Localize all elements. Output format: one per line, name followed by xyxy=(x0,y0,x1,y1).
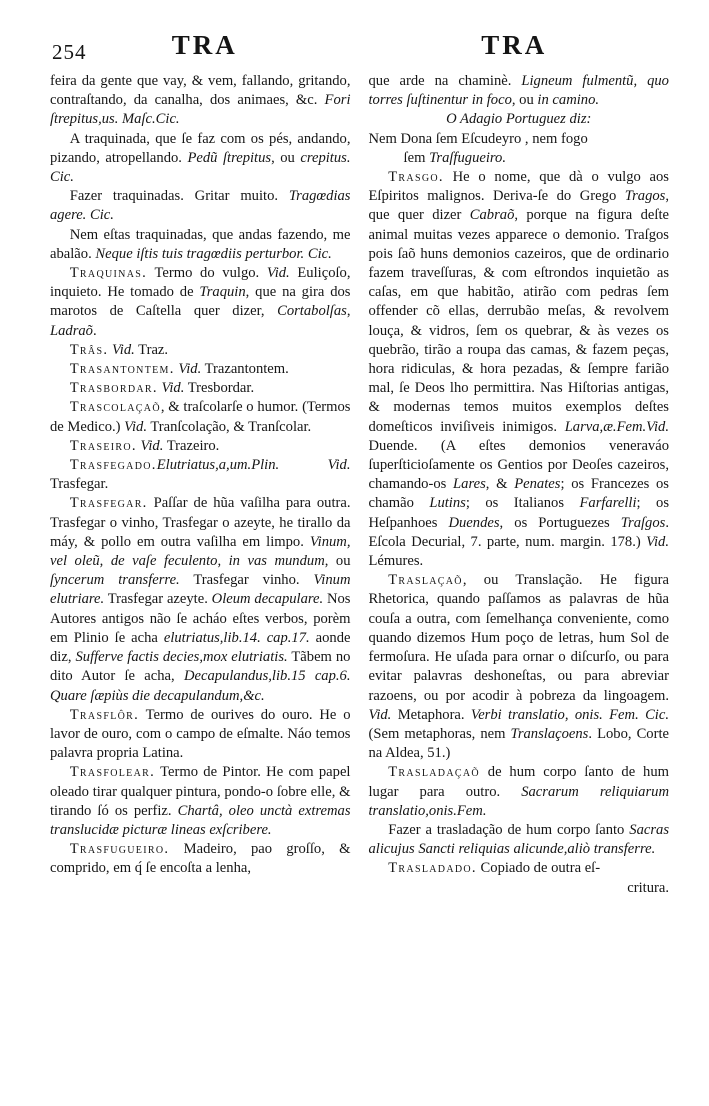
text-run: Traz. xyxy=(134,341,169,358)
text-run: Ladraõ xyxy=(50,322,93,339)
text-run: Penates xyxy=(514,476,561,493)
text-run: Decapulandus,lib.15 cap.6. Quare ſæpiùs die decapulandum,&c. xyxy=(50,668,351,704)
entry-tras xyxy=(50,341,351,360)
text-run: , que na gira dos marotos de Caſtella quer dizer, xyxy=(50,284,351,320)
text-run: Trasgo. xyxy=(388,169,444,186)
text-run: He o nome, que dà o vulgo aos Eſpiritos malignos. Deriva-ſe do Grego xyxy=(368,169,669,205)
text-run: Trasfolear. xyxy=(69,764,156,781)
adagio-verse-line-2 xyxy=(369,149,670,168)
text-run: , ou xyxy=(324,553,351,570)
text-run: Trascolaçaõ xyxy=(69,399,161,416)
text-run: Elutriatus,a,um.Plin. xyxy=(156,457,280,474)
text-run: Sacras alicujus Sancti reliquias alicunde,aliò transferre. xyxy=(368,821,669,858)
text-run: ; os Heſpanhoes xyxy=(368,495,669,531)
text-run: Nem Dona ſem Eſcudeyro , nem fogo xyxy=(368,130,588,147)
text-run: Lares xyxy=(453,476,486,493)
text-run: ; os Italianos xyxy=(465,495,580,512)
text-run: . Eſcola Decurial, 7. parte, num. margin. 178.) xyxy=(368,514,669,550)
entry-fazer-trasladacao xyxy=(369,821,670,859)
text-run: Lutins xyxy=(429,495,466,512)
text-run: Sacrarum reliquiarum translatio,onis.Fem. xyxy=(368,783,669,819)
text-run: Euliçoſo, inquieto. He tomado de xyxy=(50,265,351,301)
text-run: Trazeiro. xyxy=(163,437,220,454)
text-run: Duende. (A eſtes demonios veneraváo ſuperſticioſamente os Gentios por Deoſes cazeiros, chamando-os xyxy=(368,437,669,493)
text-run: Vid. xyxy=(124,418,148,435)
text-run: feira da gente que vay, & vem, fallando, gritando, contraſtando, da canalha, dos animaes, &c. xyxy=(50,73,351,109)
entry-trasladado xyxy=(369,859,670,878)
entry-trasfolear xyxy=(50,763,351,840)
text-run: Neque iſtis tuis tragœdiis perturbor. Cic. xyxy=(95,245,332,262)
text-run: ſem xyxy=(403,149,430,166)
text-run: Sufferve factis decies,mox elutriatis. xyxy=(75,649,288,666)
text-run: Vid. xyxy=(266,265,290,282)
text-run: Trâs. xyxy=(69,341,109,358)
text-run: Trasantontem. xyxy=(69,361,175,378)
text-run: Traquin xyxy=(199,284,246,301)
text-run: Fazer traquinadas. Gritar muito. xyxy=(69,188,289,205)
entry-trasladacao xyxy=(369,763,670,821)
text-run: in camino. xyxy=(537,92,600,109)
text-run: A traquinada, que ſe faz com os pés, andando, pizando, atropellando. xyxy=(50,130,351,166)
text-run: critura. xyxy=(627,879,669,896)
entry-nem-estas-traquinadas xyxy=(50,226,351,264)
text-run: Vinum elutriare. xyxy=(50,572,351,608)
text-run: Lémures. xyxy=(368,553,424,570)
entry-trasfugueiro-cont xyxy=(369,72,670,110)
text-run: , ou xyxy=(511,92,538,109)
catchword xyxy=(369,879,670,898)
text-run: de hum corpo ſanto de hum lugar para outro. xyxy=(368,764,669,800)
text-run: Duendes xyxy=(448,514,500,531)
text-run: Vid. xyxy=(161,380,185,397)
text-run: aonde diz, xyxy=(50,629,351,666)
text-run: Trasladaçaõ xyxy=(388,764,480,781)
text-run: Termo do vulgo. xyxy=(147,265,267,282)
text-run: , que quer dizer xyxy=(368,188,669,224)
text-run: , & traſcolarſe o humor. (Termos de Medico.) xyxy=(50,399,351,435)
text-run: Trasfegar. xyxy=(50,476,109,493)
text-run: Vinum, vel oleũ, de vaſe feculento, in vas mundum xyxy=(50,533,351,570)
entry-trasbordar xyxy=(50,379,351,398)
text-run: que arde na chaminè. xyxy=(368,73,522,89)
text-run: Chartâ, oleo unctà extremas translucidæ picturæ lineas exſcribere. xyxy=(50,802,351,838)
text-run: Ligneum fulmentũ, quo torres ſuſtinentur in foco xyxy=(368,73,669,109)
entry-trasflor xyxy=(50,706,351,764)
text-run: Nem eſtas traquinadas, que andas fazendo, me abalão. xyxy=(50,226,351,262)
entry-fazer-traquinadas xyxy=(50,187,351,225)
text-run: Farfarelli xyxy=(579,495,637,512)
text-run: Madeiro, pao groſſo, & comprido, em q́ ſe encoſta a lenha, xyxy=(50,841,351,877)
text-run: , ou Translação. He figura Rhetorica, quando paſſamos as palavras de hũa couſa a outra, com ſemelhança conveniente, como quando dizemos Hum poço de letras, hum Sol de fermoſura. He uſada para ornar o diſcurſo, ou para evitar palavras deshoneſtas, ou para abreviar razoens, ou por acodir à pobreza da lingoagem. xyxy=(368,572,669,704)
text-run: Larva,æ.Fem.Vid. xyxy=(564,418,669,435)
text-run: Trasfugueiro. xyxy=(69,841,170,858)
text-run: Trazantontem. xyxy=(201,361,289,378)
text-run: Paſſar de hũa vaſilha para outra. Trasfegar o vinho, Trasfegar o azeyte, he tirallo da máy, & pollo em outra vaſilha em limpo. xyxy=(50,495,351,550)
text-run: Cortabolſas xyxy=(277,303,347,320)
text-run: Pedũ ſtrepitus xyxy=(187,149,272,166)
entry-trasgo xyxy=(369,168,670,571)
text-run: , porque na figura deſte animal muitas vezes apparece o demonio. Traſgos pois ſaõ huns demonios cazeiros, que de ordinario fazem traveſſuras, & com eſtrondos inquietão as caſas, em que habitão, atirão com pedras ſem offender cõ ellas, derrubão meſas, & revolvem louça, & vidros, ſem os quebrar, & às vezes os quebrão, tirão a roupa das camas, & fazem peças, hora ridiculas, & hora pezadas, & ſempre farião mal, ſe Deos lho permittira. Nas Hiſtorias antigas, & modernas temos muitos exemplos deſtes domeſticos inviſiveis inimigos. xyxy=(368,207,669,435)
text-run: Tragœdias agere. Cic. xyxy=(50,188,351,224)
page-header xyxy=(50,30,669,70)
text-run: Fazer a trasladação de hum corpo ſanto xyxy=(388,821,630,838)
entry-traquinada-cont xyxy=(50,72,351,130)
text-columns xyxy=(50,72,669,898)
text-run: . Lobo, Corte na Aldea, 51.) xyxy=(368,725,669,762)
text-run: Vid. xyxy=(368,706,392,723)
entry-trasfegar xyxy=(50,494,351,705)
text-run: , & xyxy=(485,476,515,493)
entry-traquinada-pes xyxy=(50,130,351,188)
text-run: Traſgos xyxy=(620,514,666,531)
running-title-left: TRA xyxy=(171,30,238,60)
text-run: Fori ſtrepitus,us. Maſc.Cic. xyxy=(50,92,351,128)
text-run: Trasflôr. xyxy=(69,706,140,723)
page-number: 254 xyxy=(52,40,87,64)
text-run: (Sem metaphoras, nem xyxy=(368,725,511,742)
entry-traseiro xyxy=(50,437,351,456)
text-run: elutriatus,lib.14. cap.17. xyxy=(163,629,310,646)
running-title-right: TRA xyxy=(481,30,548,60)
text-run: Metaphora. xyxy=(391,706,471,723)
text-run: Verbi translatio, onis. Fem. Cic. xyxy=(470,706,669,723)
text-run: ; os Francezes os chamão xyxy=(368,476,669,512)
text-run: ſyncerum transferre. xyxy=(50,572,180,589)
adagio-verse-line-1 xyxy=(369,130,670,149)
text-run: , xyxy=(346,303,351,320)
text-run: Tranſcolação, & Tranſcolar. xyxy=(147,418,312,435)
text-run: Trasfegado. xyxy=(69,457,157,474)
text-run: Vid. xyxy=(178,361,202,378)
text-run: O Adagio Portuguez diz: xyxy=(446,111,592,128)
text-run: Traſfugueiro. xyxy=(429,149,506,166)
text-run: Trasfegar vinho. xyxy=(179,572,314,589)
right-column xyxy=(369,72,670,898)
text-run: . xyxy=(92,322,97,339)
text-run: Traslaçaõ xyxy=(388,572,463,589)
text-run: Nos Autores antigos não ſe acháo eſtes verbos, porèm em Plinio ſe acha xyxy=(50,591,351,646)
text-run: Vid. xyxy=(111,341,135,358)
entry-trasfugueiro xyxy=(50,840,351,878)
text-run: Tãbem no dito Autor ſe acha, xyxy=(50,649,351,685)
text-run: Trasbordar. xyxy=(69,380,158,397)
left-column xyxy=(50,72,351,898)
text-run: Vid. xyxy=(646,533,669,550)
text-run: Vid. xyxy=(327,457,351,474)
text-run: Termo de Pintor. He com papel oleado tirar qualquer pintura, pondo-o ſobre elle, & tirando ſó os perfiz. xyxy=(50,764,351,819)
text-run: Oleum decapulare. xyxy=(211,591,324,608)
text-run: Copiado de outra eſ- xyxy=(476,860,601,877)
text-run: Traseiro. xyxy=(69,437,137,454)
text-run: Trasfegar. xyxy=(69,495,148,512)
text-run: Traquinas. xyxy=(69,265,148,282)
text-run xyxy=(279,457,327,473)
text-run: Trasladado. xyxy=(388,860,477,877)
text-run: , os Portuguezes xyxy=(499,514,621,531)
adagio-heading xyxy=(369,110,670,129)
entry-traquinas xyxy=(50,264,351,341)
text-run: Tresbordar. xyxy=(184,380,255,397)
text-run: crepitus. Cic. xyxy=(50,149,351,186)
text-run: Tragos xyxy=(624,188,666,205)
text-run: Vid. xyxy=(140,437,164,454)
entry-trasfegado xyxy=(50,456,351,494)
text-run: Translaçoens xyxy=(510,725,589,742)
text-run: Trasfegar azeyte. xyxy=(104,591,212,608)
text-run: Termo de ourives do ouro. He o lavor de ouro, com o campo de eſmalte. Náo temos palavra propria Latina. xyxy=(50,706,351,762)
entry-trascolacao xyxy=(50,398,351,436)
text-run: Cabraõ xyxy=(469,207,515,224)
entry-traslacao xyxy=(369,571,670,763)
entry-trasantontem xyxy=(50,360,351,379)
text-run: , ou xyxy=(271,149,301,166)
